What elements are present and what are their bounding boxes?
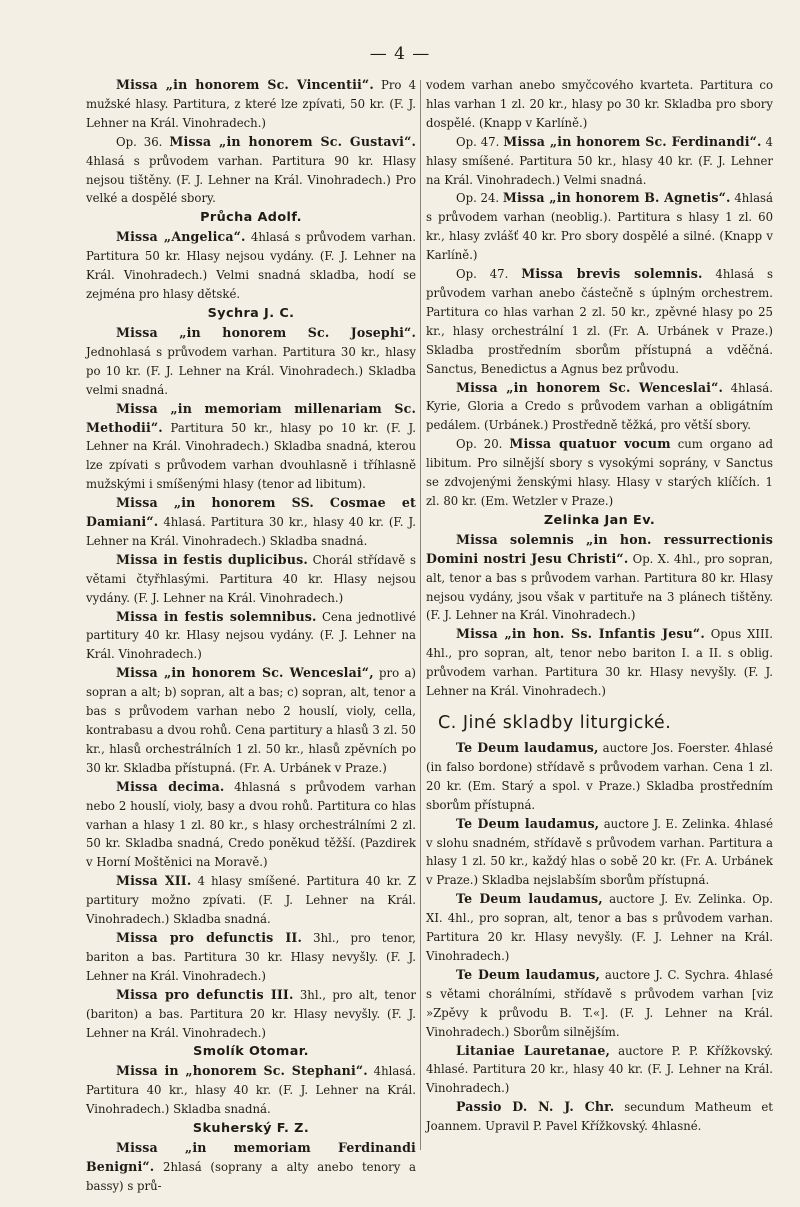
entry-text: 4hlasná s průvodem varhan nebo 2 houslí, violy, basy a dvou rohů. Partitura co hlas varhan a hlasy 1 zl. 80 kr., s hlasy orchestrálními 2 zl. 50 kr. Skladba snadná, Credo poněkud těžší. (Pazdirek v Horní Moštěnici na Moravě.) [86, 779, 416, 870]
catalog-entry [426, 531, 773, 626]
entry-title: Missa „in honorem Sc. Josephi“. [116, 324, 416, 340]
catalog-entry [86, 986, 416, 1043]
entry-title: Missa „Angelica“. [116, 229, 246, 245]
entry-text: auctore Jos. Foerster. 4hlasé (in falso bordone) střídavě s průvodem varhan. Cena 1 zl. 20 kr. (Em. Starý a spol. v Praze.) Skladba prostředním sborům přístupná. [426, 741, 773, 812]
entry-text: auctore J. Ev. Zelinka. Op. XI. 4hl., pro sopran, alt, tenor a bas s průvodem varhan. Partitura 20 kr. Hlasy nevyšly. (F. J. Lehner na Král. Vinohradech.) [426, 892, 773, 963]
entry-title: Missa „in honorem B. Agnetis“. [502, 190, 731, 206]
catalog-entry [86, 608, 416, 665]
catalog-entry [426, 1042, 773, 1099]
entry-title: Missa in „honorem Sc. Stephani“. [116, 1063, 368, 1079]
composer-heading: Skuherský F. Z. [192, 1121, 310, 1137]
catalog-entry [86, 872, 416, 929]
catalog-entry [426, 435, 773, 511]
entry-text: 4hlasá s průvodem varhan. Partitura 50 kr. Hlasy nejsou vydány. (F. J. Lehner na Král. Vinohradech.) Velmi snadná skladba, hodí se zejména pro hlasy dětské. [86, 230, 416, 302]
catalog-entry [426, 890, 773, 966]
opus-number: Op. 47. [456, 267, 522, 282]
catalog-entry [426, 189, 773, 265]
entry-title: Te Deum laudamus, [456, 966, 601, 982]
catalog-entry [426, 739, 773, 815]
entry-title: Passio D. N. J. Chr. [456, 1099, 615, 1115]
entry-text: 4 hlasy smíšené. Partitura 40 kr. Z partitury možno zpívati. (F. J. Lehner na Král. Vinohradech.) Skladba snadná. [86, 874, 416, 927]
catalog-entry [86, 929, 416, 986]
catalog-entry [86, 228, 416, 304]
catalog-entry [86, 76, 416, 133]
entry-text: auctore J. E. Zelinka. 4hlasé v slohu snadném, střídavě s průvodem varhan. Partitura a hlasy 1 zl. 50 kr., každý hlas o sobě 20 kr. (Fr. A. Urbánek v Praze.) Skladba nejslabším sborům přístupná. [426, 816, 773, 888]
entry-title: Missa „in honorem Sc. Wenceslai“. [456, 379, 724, 395]
page-number: — 4 — [369, 44, 431, 64]
entry-text: 4hlasá. Partitura 40 kr., hlasy 40 kr. (F. J. Lehner na Král. Vinohradech.) Skladba snadná. [86, 1064, 416, 1117]
catalog-entry [86, 551, 416, 608]
opus-number: Op. 47. [456, 134, 504, 149]
entry-title: Missa in festis duplicibus. [116, 551, 308, 567]
entry-title: Missa „in honorem Sc. Vincentii“. [116, 77, 374, 92]
section-heading: C. Jiné skladby liturgické. [438, 713, 672, 733]
entry-text: Opus XIII. 4hl., pro sopran, alt, tenor nebo bariton I. a II. s oblig. průvodem varhan. Partitura 30 kr. Hlasy nevyšly. (F. J. Lehner na Král. Vinohradech.) [426, 627, 774, 699]
entry-text: pro a) sopran a alt; b) sopran, alt a bas; c) sopran, alt, tenor a bas s průvodem varhan nebo 2 houslí, violy, cella, kontrabasu a dvou rohů. Cena partitury a hlasů 3 zl. 50 kr., hlasů orchestrálních 1 zl. 50 kr., hlasů zpěvních po 30 kr. Skladba přístupná. (Fr. A. Urbánek v Praze.) [86, 666, 416, 775]
entry-continuation: vodem varhan anebo smyčcového kvarteta. Partitura co hlas varhan 1 zl. 20 kr., hlasy po 30 kr. Skladba pro sbory dospělé. (Knapp v Karlíně.) [426, 78, 773, 130]
entry-text: Pro 4 mužské hlasy. Partitura, z které lze zpívati, 50 kr. (F. J. Lehner na Král. Vinohradech.) [86, 78, 417, 130]
entry-title: Te Deum laudamus, [456, 740, 599, 755]
entry-text: 3hl., pro alt, tenor (bariton) a bas. Partitura 20 kr. Hlasy nevyšly. (F. J. Lehner na Král. Vinohradech.) [86, 987, 417, 1040]
composer-heading: Smolík Otomar. [193, 1044, 309, 1060]
catalog-entry [426, 966, 773, 1042]
entry-title: Missa „in memoriam Ferdinandi Benigni“. [86, 1140, 416, 1175]
column-divider [420, 80, 421, 1150]
entry-title: Missa in festis solemnibus. [116, 608, 317, 624]
entry-text: Op. X. 4hl., pro sopran, alt, tenor a bas s průvodem varhan. Partitura 80 kr. Hlasy nejsou vydány, jsou však v partituře na 3 plánech tištěny. (F. J. Lehner na Král. Vinohradech.) [426, 551, 773, 623]
catalog-entry [86, 1139, 416, 1196]
entry-text: cum organo ad libitum. Pro silnější sbory s vysokými soprány, v Sanctus se zdvojenými ženskými hlasy. Hlasy v starých klíčích. 1 zl. 80 kr. (Em. Wetzler v Praze.) [426, 437, 774, 508]
catalog-entry [426, 1098, 773, 1136]
entry-title: Missa brevis solemnis. [521, 266, 703, 282]
entry-title: Te Deum laudamus, [456, 891, 603, 907]
catalog-entry [86, 133, 416, 209]
entry-text: 4 hlasy smíšené. Partitura 50 kr., hlasy 40 kr. (F. J. Lehner na Král. Vinohradech.) Velmi snadná. [426, 134, 773, 187]
entry-title: Missa „in honorem Sc. Gustavi“. [169, 133, 416, 149]
entry-title: Te Deum laudamus, [456, 815, 600, 831]
entry-text: Partitura 50 kr., hlasy po 10 kr. (F. J. Lehner na Král. Vinohradech.) Skladba snadná, kterou lze zpívati s průvodem varhan dvouhlasně i tříhlasně mužskými i smíšenými hlasy (tenor ad libitum). [86, 420, 416, 492]
entry-title: Missa solemnis „in hon. ressurrectionis Domini nostri Jesu Christi“. [426, 531, 773, 566]
entry-text: Jednohlasá s průvodem varhan. Partitura 30 kr., hlasy po 10 kr. (F. J. Lehner na Král. Vinohradech.) Skladba velmi snadná. [86, 344, 416, 397]
entry-title: Missa quatuor vocum [509, 436, 671, 452]
catalog-entry [426, 133, 773, 190]
entry-text: Chorál střídavě s větami čtyřhlasými. Partitura 40 kr. Hlasy nejsou vydány. (F. J. Lehner na Král. Vinohradech.) [86, 552, 416, 605]
composer-heading: Sychra J. C. [207, 305, 295, 321]
entry-text: auctore P. P. Křížkovský. 4hlasé. Partitura 20 kr., hlasy 40 kr. (F. J. Lehner na Král. Vinohradech.) [426, 1043, 773, 1096]
entry-title: Missa pro defunctis III. [116, 986, 294, 1002]
entry-title: Missa XII. [116, 873, 192, 889]
entry-title: Missa „in memoriam millenariam Sc. Methodii“. [86, 400, 416, 435]
opus-number: Op. 36. [116, 134, 170, 149]
entry-title: Missa decima. [116, 778, 225, 794]
entry-title: Missa „in honorem Sc. Wenceslai“, [116, 665, 374, 681]
entry-text: 4hlasá s průvodem varhan anebo částečně s úplným orchestrem. Partitura co hlas varhan 2 zl. 50 kr., zpěvné hlasy po 25 kr., hlasy orchestrální 1 zl. (Fr. A. Urbánek v Praze.) Skladba prostředním sborům přístupná a vděčná. Sanctus, Benedictus a Agnus bez průvodu. [426, 267, 773, 376]
entry-text: secundum Matheum et Joannem. Upravil P. Pavel Křížkovský. 4hlasné. [426, 1100, 773, 1134]
catalog-entry [426, 265, 773, 378]
entry-title: Litaniae Lauretanae, [456, 1042, 611, 1058]
catalog-entry [86, 324, 416, 400]
composer-heading: Průcha Adolf. [200, 210, 302, 226]
entry-text: 4hlasá s průvodem varhan (neoblig.). Partitura s hlasy 1 zl. 60 kr., hlasy zvlášť 40 kr. Pro sbory dospělé a silné. (Knapp v Karlíně.) [426, 191, 773, 263]
entry-text: 4hlasá. Kyrie, Gloria a Credo s průvodem varhan a obligátním pedálem. (Urbánek.) Prostředně těžká, pro větší sbory. [426, 380, 773, 433]
entry-title: Missa pro defunctis II. [116, 929, 302, 945]
entry-text: 3hl., pro tenor, bariton a bas. Partitura 30 kr. Hlasy nevyšly. (F. J. Lehner na Král. Vinohradech.) [86, 930, 416, 983]
catalog-entry [86, 664, 416, 777]
catalog-entry [86, 494, 416, 551]
entry-title: Missa „in honorem SS. Cosmae et Damiani“. [86, 495, 416, 530]
composer-heading: Zelinka Jan Ev. [543, 512, 656, 528]
right-column [426, 76, 773, 1136]
left-column [86, 76, 416, 1196]
entry-text: 4hlasá s průvodem varhan. Partitura 90 kr. Hlasy nejsou tištěny. (F. J. Lehner na Král. Vinohradech.) Pro velké a dospělé sbory. [86, 153, 416, 206]
catalog-entry [426, 815, 773, 891]
opus-number: Op. 20. [456, 437, 510, 452]
entry-title: Missa „in hon. Ss. Infantis Jesu“. [456, 626, 705, 642]
catalog-entry [86, 778, 416, 873]
opus-number: Op. 24. [456, 191, 503, 206]
catalog-entry [86, 400, 416, 495]
entry-text: 2hlasá (soprany a alty anebo tenory a bassy) s prů- [86, 1160, 416, 1193]
catalog-entry [86, 1062, 416, 1119]
catalog-entry [426, 625, 773, 701]
entry-title: Missa „in honorem Sc. Ferdinandi“. [503, 133, 762, 149]
entry-text: auctore J. C. Sychra. 4hlasé s větami chorálními, střídavě s průvodem varhan [viz »Zpěvy k průvodu B. T.«]. (F. J. Lehner na Král. Vinohradech.) Sborům silnějším. [426, 967, 773, 1039]
entry-text: 4hlasá. Partitura 30 kr., hlasy 40 kr. (F. J. Lehner na Král. Vinohradech.) Skladba snadná. [86, 515, 416, 548]
entry-text: Cena jednotlivé partitury 40 kr. Hlasy nejsou vydány. (F. J. Lehner na Král. Vinohradech.) [86, 609, 416, 662]
catalog-entry [426, 379, 773, 436]
